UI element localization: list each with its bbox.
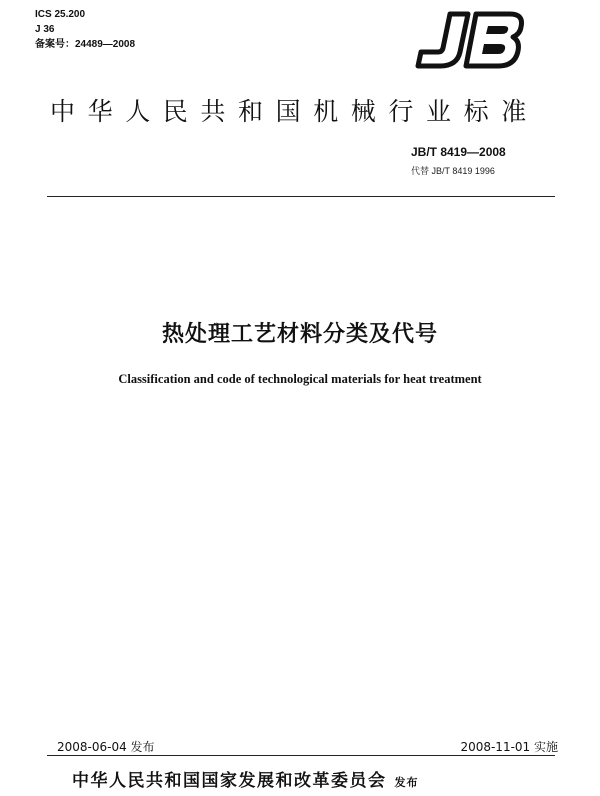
publisher-name: 中华人民共和国国家发展和改革委员会 bbox=[72, 771, 387, 791]
publisher-suffix: 发布 bbox=[394, 776, 419, 789]
document-title-en: Classification and code of technological materials for heat treatment bbox=[118, 372, 482, 386]
standard-body-title: 中华人民共和国机械行业标准 bbox=[50, 97, 539, 126]
header-divider bbox=[47, 196, 555, 197]
footer-divider bbox=[47, 755, 555, 756]
implementation-date: 2008-11-01 实施 bbox=[460, 740, 558, 754]
document-title-cn: 热处理工艺材料分类及代号 bbox=[161, 322, 438, 347]
classification-block bbox=[35, 7, 135, 52]
standard-number: JB/T 8419—2008 bbox=[411, 145, 506, 159]
replaced-standard: 代替 JB/T 8419 1996 bbox=[411, 166, 495, 176]
publisher-line bbox=[72, 766, 419, 791]
issue-date: 2008-06-04 发布 bbox=[57, 740, 155, 754]
jb-logo bbox=[410, 8, 528, 72]
ics-code: ICS 25.200 bbox=[35, 9, 86, 20]
record-number: 备案号：24489—2008 bbox=[35, 39, 136, 50]
jb-logo-graphic bbox=[410, 8, 528, 72]
ccs-code: J 36 bbox=[35, 24, 55, 35]
